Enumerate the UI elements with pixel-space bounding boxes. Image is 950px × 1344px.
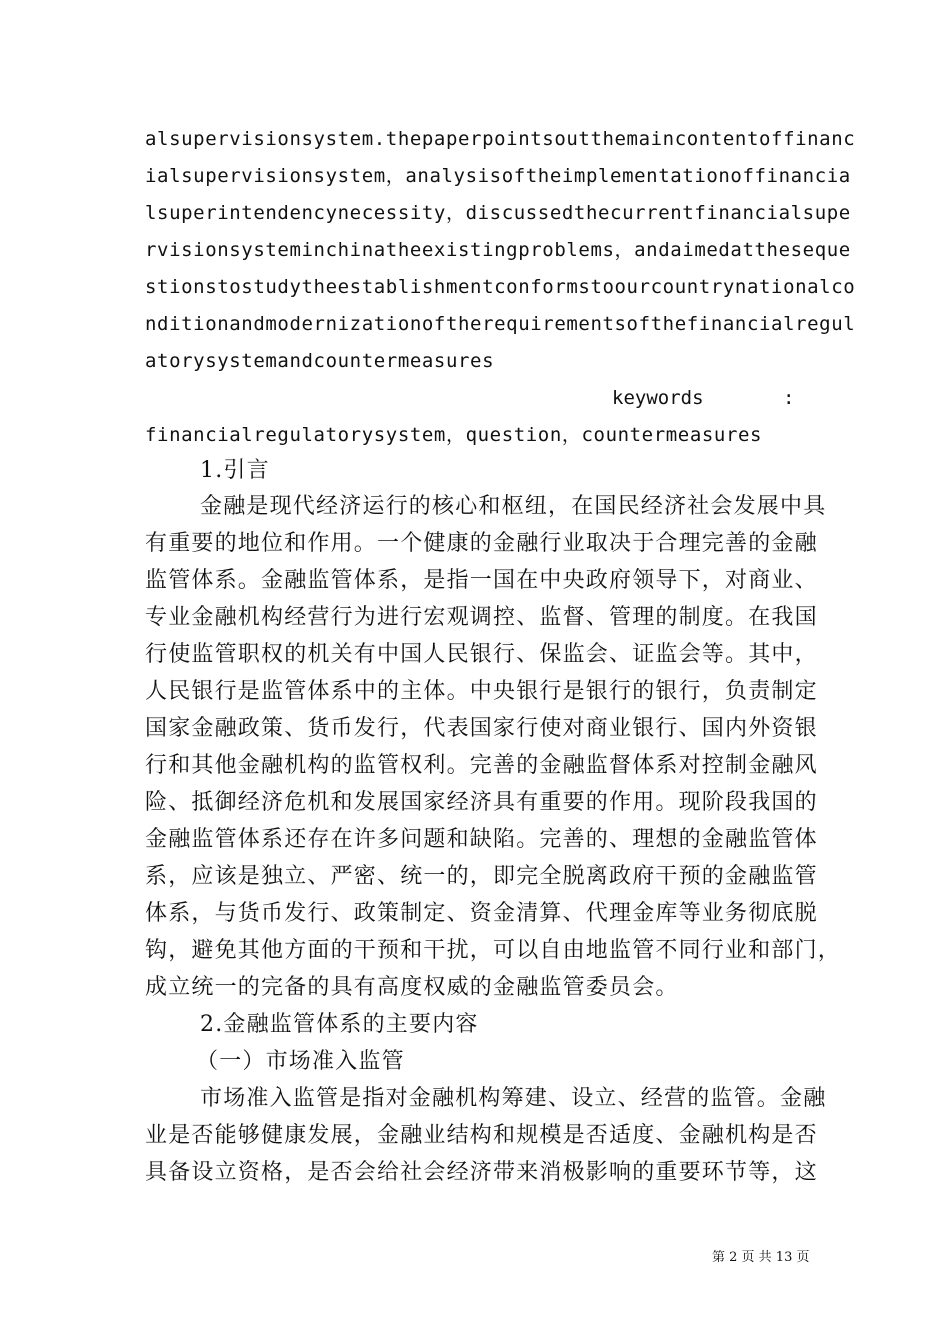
abstract-line: nditionandmodernizationoftherequirementsofthefinancialregul	[145, 313, 856, 335]
section-1-title: 1.引言	[200, 458, 270, 483]
page-number: 第 2 页 共 13 页	[712, 1250, 810, 1265]
paragraph-line: 监管体系。金融监管体系，是指一国在中央政府领导下，对商业、	[145, 568, 818, 593]
abstract-line: lsuperintendencynecessity，discussedthecurrentfinancialsupe	[145, 202, 851, 224]
abstract-line: ialsupervisionsystem，analysisoftheimplementationoffinancia	[145, 165, 851, 187]
abstract-line: alsupervisionsystem.thepaperpointsoutthemaincontentoffinanc	[145, 128, 856, 150]
paragraph-line: 钩，避免其他方面的干预和干扰，可以自由地监管不同行业和部门，	[145, 938, 842, 963]
keywords-label: keywords	[612, 387, 704, 409]
abstract-line: atorysystemandcountermeasures	[145, 350, 495, 372]
paragraph-line: 险、抵御经济危机和发展国家经济具有重要的作用。现阶段我国的	[145, 790, 818, 815]
paragraph-line: 行和其他金融机构的监管权利。完善的金融监督体系对控制金融风	[145, 753, 818, 778]
paragraph-line: 国家金融政策、货币发行，代表国家行使对商业银行、国内外资银	[145, 716, 818, 741]
paragraph-line: 业是否能够健康发展，金融业结构和规模是否适度、金融机构是否	[145, 1123, 818, 1148]
paragraph-line: 体系，与货币发行、政策制定、资金清算、代理金库等业务彻底脱	[145, 901, 818, 926]
paragraph-line: 市场准入监管是指对金融机构筹建、设立、经营的监管。金融	[200, 1086, 827, 1111]
paragraph-line: 人民银行是监管体系中的主体。中央银行是银行的银行，负责制定	[145, 679, 818, 704]
paragraph-line: 成立统一的完备的具有高度权威的金融监管委员会。	[145, 975, 679, 1000]
section-2-title: 2.金融监管体系的主要内容	[200, 1012, 479, 1037]
keywords-colon: :	[783, 387, 795, 409]
keywords-values: financialregulatorysystem，question，countermeasures	[145, 424, 763, 446]
paragraph-line: 金融监管体系还存在许多问题和缺陷。完善的、理想的金融监管体	[145, 827, 818, 852]
paragraph-line: 具备设立资格，是否会给社会经济带来消极影响的重要环节等，这	[145, 1160, 818, 1185]
abstract-line: stionstostudytheestablishmentconformstoourcountrynationalco	[145, 276, 856, 298]
paragraph-line: 系，应该是独立、严密、统一的，即完全脱离政府干预的金融监管	[145, 864, 818, 889]
abstract-line: rvisionsysteminchinatheexistingproblems，andaimedattheseque	[145, 239, 851, 261]
paragraph-line: 有重要的地位和作用。一个健康的金融行业取决于合理完善的金融	[145, 531, 818, 556]
paragraph-line: 专业金融机构经营行为进行宏观调控、监督、管理的制度。在我国	[145, 605, 818, 630]
paragraph-line: 行使监管职权的机关有中国人民银行、保监会、证监会等。其中，	[145, 642, 818, 667]
subsection-1-title: （一）市场准入监管	[196, 1049, 405, 1074]
paragraph-line: 金融是现代经济运行的核心和枢纽，在国民经济社会发展中具	[200, 494, 827, 519]
